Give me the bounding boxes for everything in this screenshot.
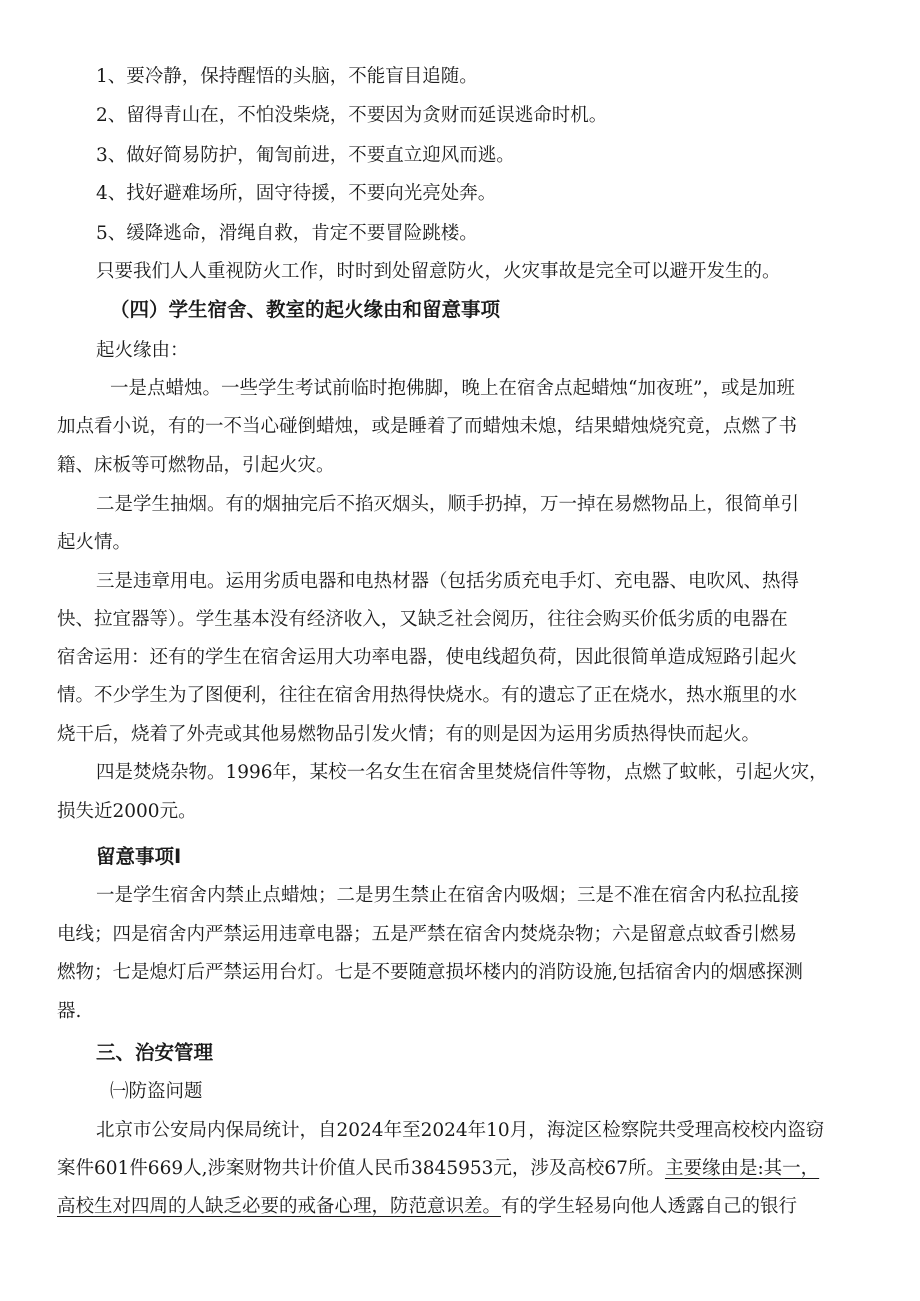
theft-stats-text: 案件601件669人,涉案财物共计价值人民币3845953元，涉及高校67所。 <box>57 1158 665 1179</box>
notes-label: 留意事项I <box>96 845 182 868</box>
notes-line: 器. <box>57 1001 82 1022</box>
underlined-reason-text: 高校生对四周的人缺乏必要的戒备心理，防范意识差。 <box>57 1196 502 1217</box>
underlined-reason-intro: 主要缘由是:其一， <box>664 1158 820 1179</box>
section-heading-dorm-fire: （四）学生宿舍、教室的起火缘由和留意事项 <box>110 298 501 321</box>
cause-3-line: 烧干后，烧着了外壳或其他易燃物品引发火情；有的则是因为运用劣质热得快而起火。 <box>57 724 761 745</box>
cause-1-line: 一是点蜡烛。一些学生考试前临时抱佛脚，晚上在宿舍点起蜡烛“加夜班”，或是加班 <box>110 378 795 399</box>
subsection-heading-theft: ㈠防盗问题 <box>110 1081 203 1102</box>
cause-2-line: 二是学生抽烟。有的烟抽完后不掐灭烟头，顺手扔掉，万一掉在易燃物品上，很简单引 <box>96 494 800 515</box>
rule-item-3: 3、做好简易防护，匍訇前进，不要直立迎风而逃。 <box>96 145 515 166</box>
theft-paragraph-line: 北京市公安局内保局统计，自2024年至2024年10月，海淀区检察院共受理高校校内盗窃 <box>96 1120 825 1141</box>
cause-3-line: 宿舍运用：还有的学生在宿舍运用大功率电器，使电线超负荷，因此很简单造成短路引起火 <box>57 647 798 668</box>
cause-4-line: 四是焚烧杂物。1996年，某校一名女生在宿舍里焚烧信件等物，点燃了蚊帐，引起火灾， <box>96 762 828 783</box>
causes-label: 起火缘由： <box>96 340 189 361</box>
cause-4-line: 损失近2000元。 <box>57 801 197 822</box>
cause-1-line: 籍、床板等可燃物品，引起火灾。 <box>57 455 335 476</box>
rule-item-1: 1、要冷静，保持醒悟的头脑，不能盲目追随。 <box>96 66 478 87</box>
rule-item-5: 5、缓降逃命，滑绳自救，肯定不要冒险跳楼。 <box>96 223 478 244</box>
theft-continuation-text: 有的学生轻易向他人透露自己的银行 <box>501 1196 798 1217</box>
cause-3-line: 快、拉宜器等）。学生基本没有经济收入，又缺乏社会阅历，往往会购买价低劣质的电器在 <box>57 609 788 630</box>
cause-3-line: 三是违章用电。运用劣质电器和电热材器（包括劣质充电手灯、充电器、电吹风、热得 <box>96 571 800 592</box>
notes-line: 燃物；七是熄灯后严禁运用台灯。七是不要随意损坏楼内的消防设施,包括宿舍内的烟感探测 <box>57 962 803 983</box>
cause-2-line: 起火情。 <box>57 532 132 553</box>
summary-paragraph: 只要我们人人重视防火工作，时时到处留意防火，火灾事故是完全可以避开发生的。 <box>96 261 781 282</box>
notes-line: 一是学生宿舍内禁止点蜡烛；二是男生禁止在宿舍内吸烟；三是不准在宿舍内私拉乱接 <box>96 885 800 906</box>
section-heading-security: 三、治安管理 <box>96 1041 214 1064</box>
cause-1-line: 加点看小说，有的一不当心碰倒蜡烛，或是睡着了而蜡烛未熄，结果蜡烛烧究竟，点燃了书 <box>57 416 798 437</box>
rule-item-2: 2、留得青山在，不怕没柴烧，不要因为贪财而延误逃命时机。 <box>96 105 608 126</box>
cause-3-line: 情。不少学生为了图便利，往往在宿舍用热得快烧水。有的遗忘了正在烧水，热水瓶里的水 <box>57 685 798 706</box>
theft-paragraph-line <box>57 1156 819 1182</box>
theft-paragraph-line <box>57 1194 797 1220</box>
notes-line: 电线；四是宿舍内严禁运用违章电器；五是严禁在宿舍内焚烧杂物；六是留意点蚊香引燃易 <box>57 924 798 945</box>
rule-item-4: 4、找好避难场所，固守待援，不要向光亮处奔。 <box>96 183 497 204</box>
